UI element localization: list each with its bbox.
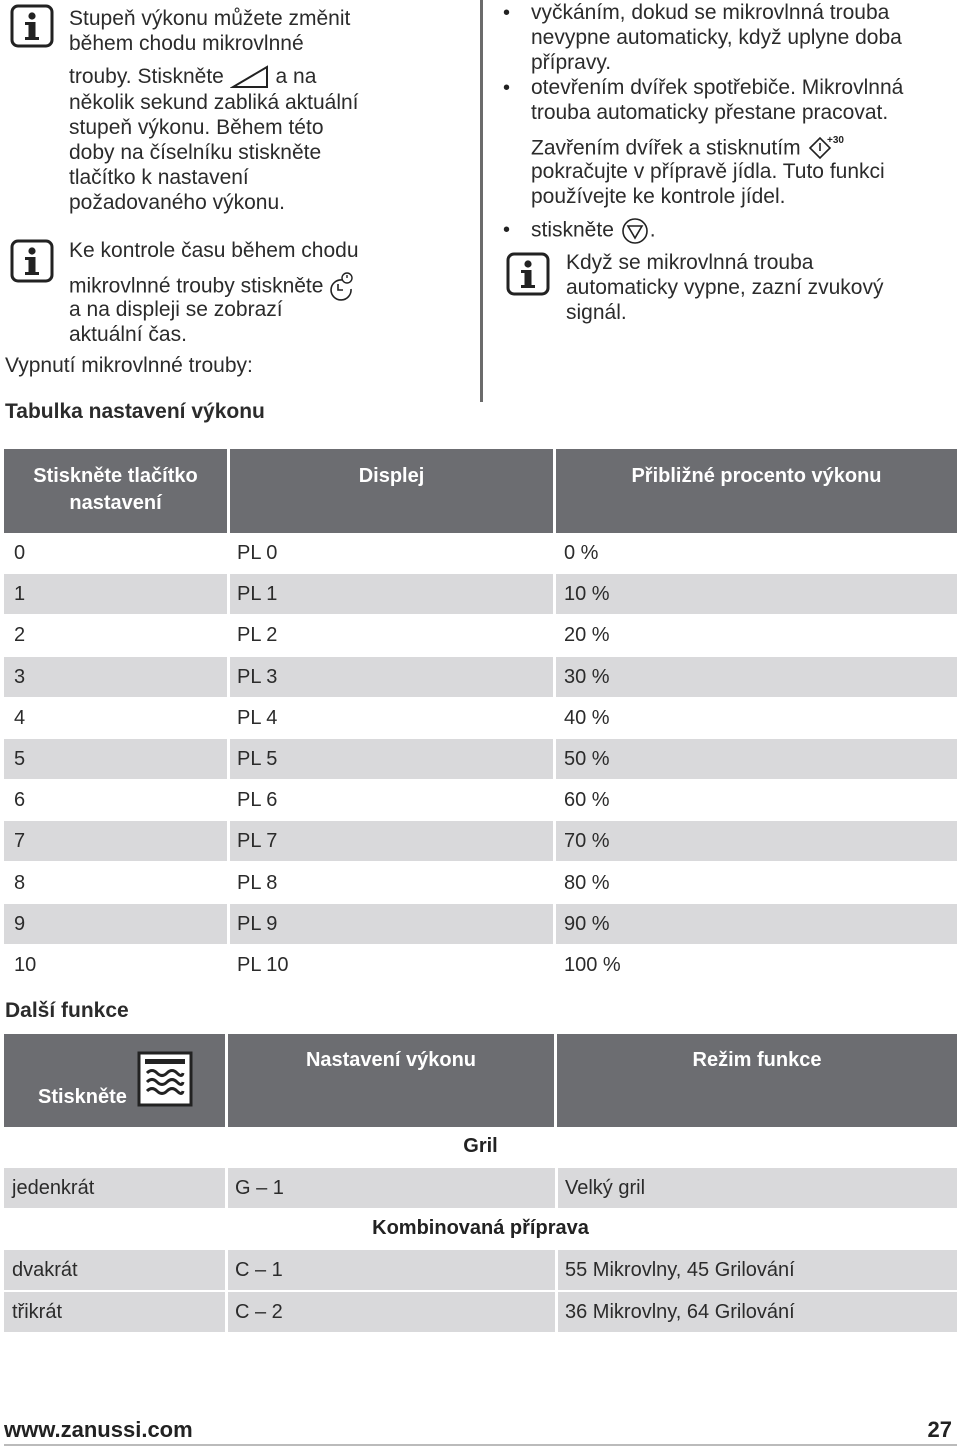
functions-header-power: Nastavení výkonu <box>228 1034 554 1127</box>
table-row <box>4 1292 957 1332</box>
column-separator <box>553 945 556 985</box>
column-separator <box>227 780 230 820</box>
power-cell-press: 10 <box>14 954 37 976</box>
power-cell-press: 0 <box>14 542 26 564</box>
functions-header-press <box>4 1034 225 1127</box>
power-cell-display: PL 4 <box>237 706 278 729</box>
note2-line-3: a na displeji se zobrazí <box>69 298 283 321</box>
note1-line-7: tlačítko k nastavení <box>69 166 249 189</box>
column-separator <box>227 863 230 903</box>
table-row <box>4 574 957 614</box>
right-note-line-2: automaticky vypne, zazní zvukový <box>566 276 884 299</box>
table-row <box>4 739 957 779</box>
power-cell-display: PL 8 <box>237 871 278 894</box>
right-note-line-1: Když se mikrovlnná trouba <box>566 251 814 274</box>
power-cell-percent: 100 % <box>564 954 621 976</box>
column-separator <box>553 533 556 573</box>
page-number: 27 <box>927 1417 952 1442</box>
power-cell-display: PL 2 <box>237 624 278 647</box>
note1-line-6: doby na číselníku stiskněte <box>69 141 322 164</box>
functions-cell-press: dvakrát <box>12 1259 78 1281</box>
column-divider <box>480 0 483 402</box>
power-cell-percent: 50 % <box>564 748 610 770</box>
bullet-dot: • <box>503 219 511 241</box>
power-table-header-display: Displej <box>230 449 553 533</box>
column-separator <box>227 657 230 697</box>
stop-icon <box>620 216 650 246</box>
table-row <box>4 1250 957 1290</box>
functions-cell-mode: Velký gril <box>565 1177 646 1199</box>
column-separator <box>555 1168 558 1208</box>
column-separator <box>227 904 230 944</box>
column-separator <box>227 821 230 861</box>
column-separator <box>225 1292 228 1332</box>
table-row <box>4 657 957 697</box>
power-cell-press: 7 <box>14 830 26 853</box>
bullet1-line-1: vyčkáním, dokud se mikrovlnná trouba <box>531 1 890 24</box>
power-table-title: Tabulka nastavení výkonu <box>5 400 265 423</box>
note1-line-4: několik sekund zabliká aktuální <box>69 91 359 114</box>
power-cell-press: 4 <box>14 706 26 729</box>
power-cell-percent: 30 % <box>564 665 610 688</box>
power-cell-display: PL 5 <box>237 748 278 770</box>
bullet3-line <box>531 216 656 246</box>
functions-cell-power: C – 2 <box>235 1301 283 1323</box>
table-row <box>4 780 957 820</box>
power-cell-display: PL 7 <box>237 830 278 853</box>
power-table-header-press <box>4 449 227 533</box>
power-cell-press: 1 <box>14 583 26 606</box>
table-row <box>4 945 957 985</box>
functions-cell-mode: 36 Mikrovlny, 64 Grilování <box>565 1301 795 1323</box>
off-heading: Vypnutí mikrovlnné trouby: <box>5 354 253 377</box>
functions-cell-mode: 55 Mikrovlny, 45 Grilování <box>565 1259 795 1281</box>
column-separator <box>553 780 556 820</box>
note1-line-1: Stupeň výkonu můžete změnit <box>69 7 351 30</box>
column-separator <box>553 821 556 861</box>
power-cell-display: PL 3 <box>237 665 278 688</box>
power-cell-press: 9 <box>14 912 26 935</box>
column-separator <box>227 533 230 573</box>
grill-function-icon <box>137 1051 193 1107</box>
functions-header-mode: Režim funkce <box>557 1034 957 1127</box>
functions-cell-press: jedenkrát <box>12 1177 95 1199</box>
power-cell-percent: 70 % <box>564 830 610 853</box>
svg-text:+30: +30 <box>827 135 845 146</box>
table-row <box>4 698 957 738</box>
bullet2-cont-line-1-text: Zavřením dvířek a stisknutím <box>531 136 801 160</box>
note1-line-2: během chodu mikrovlnné <box>69 32 304 55</box>
power-table-header-percent: Přibližné procento výkonu <box>556 449 957 533</box>
column-separator <box>553 863 556 903</box>
note2-line-2-text: mikrovlnné trouby stiskněte <box>69 274 324 298</box>
power-cell-press: 3 <box>14 665 26 688</box>
power-table-header-press-text: Stiskněte tlačítko nastavení <box>33 465 198 514</box>
functions-section-combi: Kombinovaná příprava <box>372 1217 589 1239</box>
footer-url[interactable]: www.zanussi.com <box>4 1417 193 1442</box>
power-cell-percent: 10 % <box>564 583 610 606</box>
table-row <box>4 863 957 903</box>
power-cell-display: PL 10 <box>237 954 289 976</box>
column-separator <box>555 1250 558 1290</box>
power-cell-percent: 0 % <box>564 542 599 564</box>
clock-icon <box>329 272 355 302</box>
power-cell-display: PL 0 <box>237 542 278 564</box>
column-separator <box>227 698 230 738</box>
table-row <box>4 615 957 655</box>
note1-line-8: požadovaného výkonu. <box>69 191 285 214</box>
power-cell-display: PL 6 <box>237 789 278 812</box>
info-icon <box>506 252 550 296</box>
note2-line-1: Ke kontrole času během chodu <box>69 239 359 262</box>
column-separator <box>553 657 556 697</box>
bullet2-cont-line-2: pokračujte v přípravě jídla. Tuto funkci <box>531 160 885 183</box>
bullet3-text: stiskněte <box>531 218 614 242</box>
power-cell-display: PL 9 <box>237 912 278 935</box>
functions-table-title: Další funkce <box>5 999 129 1022</box>
footer-divider <box>4 1444 957 1446</box>
functions-section-grill: Gril <box>463 1135 498 1157</box>
right-note-line-3: signál. <box>566 301 627 324</box>
note1-line-3-text: trouby. Stiskněte <box>69 65 224 88</box>
bullet2-line-2: trouba automaticky přestane pracovat. <box>531 101 889 124</box>
note2-line-4: aktuální čas. <box>69 323 187 346</box>
bullet1-line-2: nevypne automaticky, když uplyne doba <box>531 26 902 49</box>
note1-line-3 <box>69 64 316 90</box>
power-cell-press: 6 <box>14 789 26 812</box>
power-cell-percent: 20 % <box>564 624 610 647</box>
power-cell-press: 8 <box>14 871 26 894</box>
power-cell-press: 5 <box>14 748 26 770</box>
power-cell-percent: 80 % <box>564 871 610 894</box>
column-separator <box>553 615 556 655</box>
column-separator <box>553 698 556 738</box>
info-icon <box>10 4 54 48</box>
power-cell-percent: 40 % <box>564 706 610 729</box>
table-row <box>4 533 957 573</box>
column-separator <box>553 739 556 779</box>
bullet2-line-1: otevřením dvířek spotřebiče. Mikrovlnná <box>531 76 904 99</box>
bullet1-line-3: přípravy. <box>531 51 612 74</box>
column-separator <box>227 945 230 985</box>
bullet3-suffix: . <box>649 218 656 242</box>
note1-line-5: stupeň výkonu. Během této <box>69 116 324 139</box>
power-cell-press: 2 <box>14 624 26 647</box>
bullet-dot: • <box>503 2 511 24</box>
column-separator <box>553 574 556 614</box>
functions-cell-power: C – 1 <box>235 1259 283 1281</box>
column-separator <box>553 904 556 944</box>
functions-header-press-text: Stiskněte <box>38 1086 127 1108</box>
table-row <box>4 1168 957 1208</box>
column-separator <box>227 615 230 655</box>
column-separator <box>225 1168 228 1208</box>
functions-cell-power: G – 1 <box>235 1177 284 1199</box>
power-level-icon <box>230 64 270 90</box>
table-row <box>4 904 957 944</box>
column-separator <box>555 1292 558 1332</box>
bullet-dot: • <box>503 77 511 99</box>
note1-line-3-suffix: a na <box>275 65 317 88</box>
functions-cell-press: třikrát <box>12 1301 62 1323</box>
table-row <box>4 821 957 861</box>
info-icon <box>10 239 54 283</box>
power-cell-percent: 90 % <box>564 912 610 935</box>
column-separator <box>227 739 230 779</box>
power-cell-display: PL 1 <box>237 583 278 606</box>
column-separator <box>225 1250 228 1290</box>
bullet2-cont-line-3: používejte ke kontrole jídel. <box>531 185 786 208</box>
column-separator <box>227 574 230 614</box>
power-cell-percent: 60 % <box>564 789 610 812</box>
